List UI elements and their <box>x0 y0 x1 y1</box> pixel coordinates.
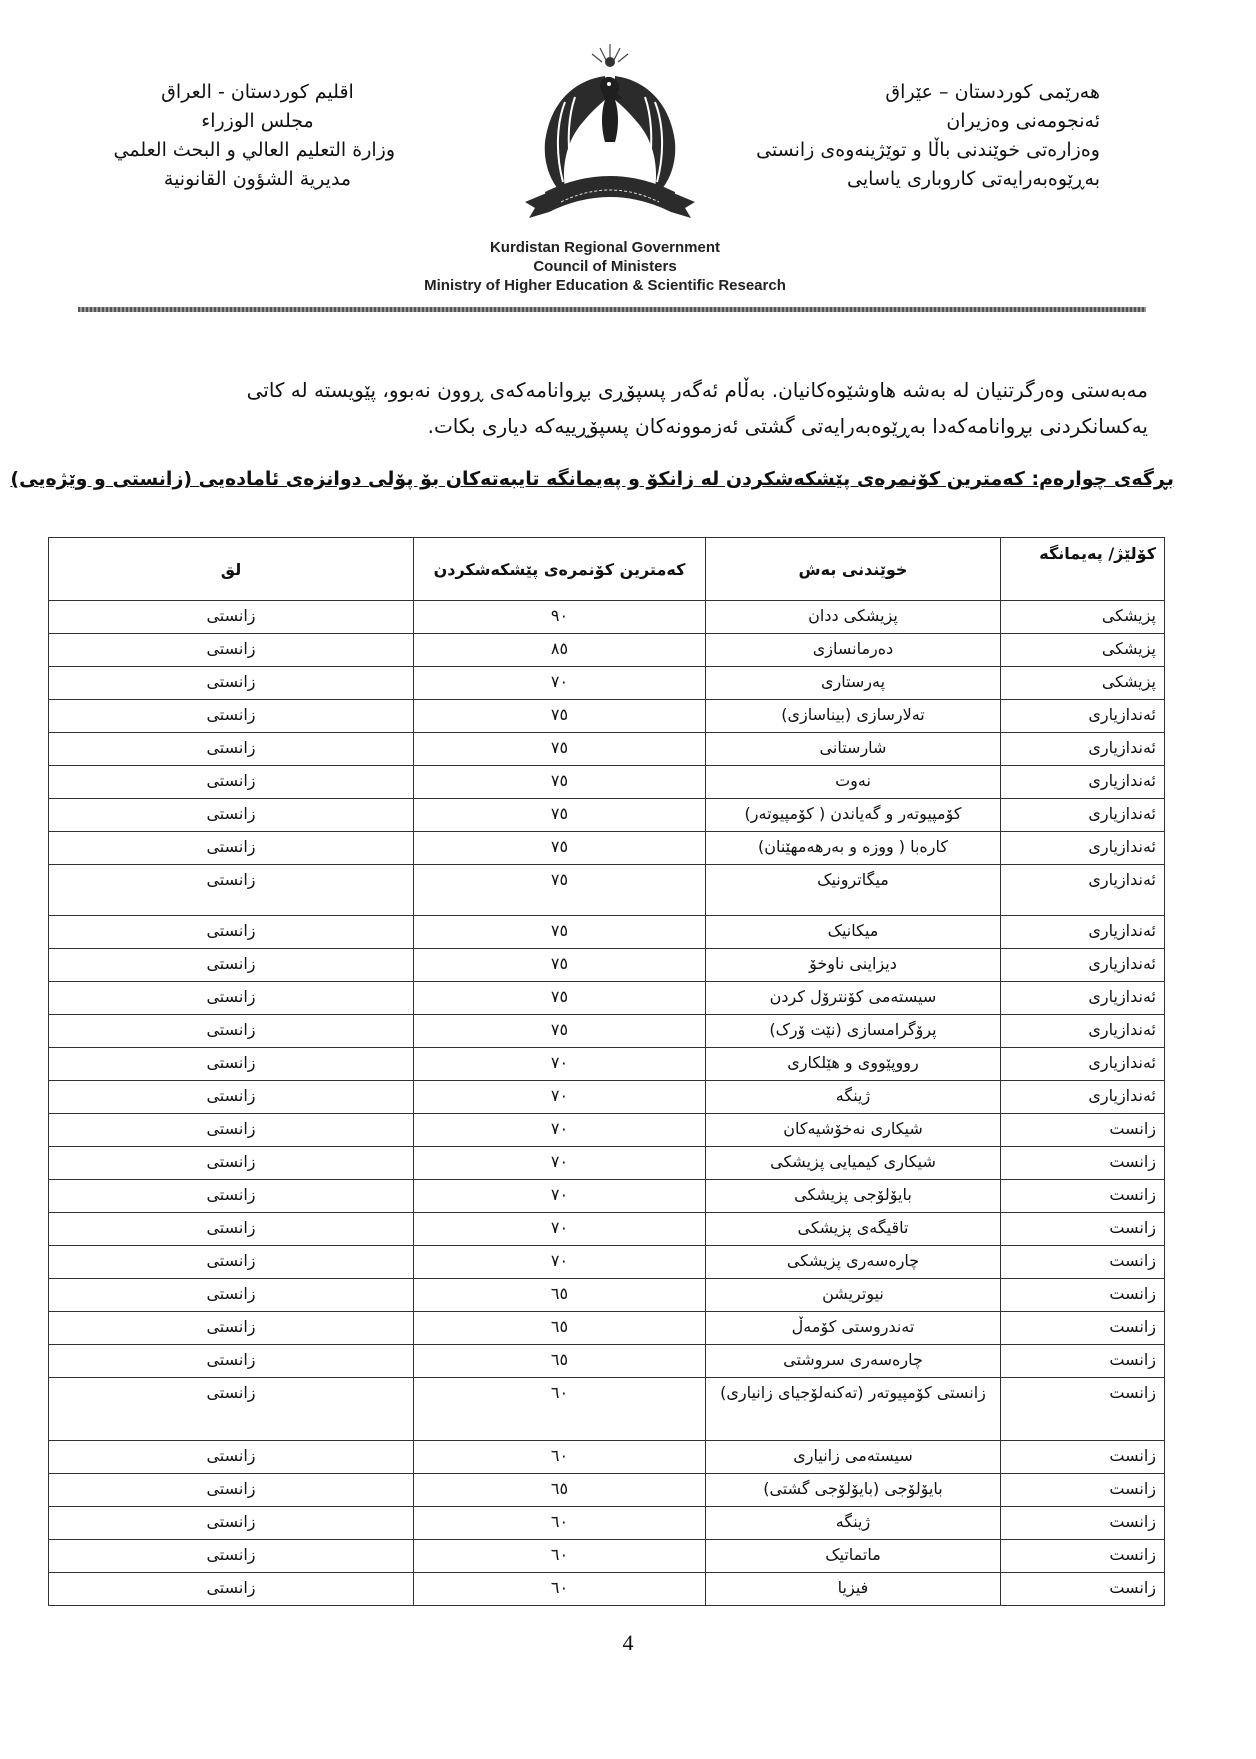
table-row <box>49 1015 1165 1048</box>
cell-college: ئەندازیاری <box>1001 1081 1165 1114</box>
cell-branch: زانستی <box>49 865 414 916</box>
cell-branch: زانستی <box>49 1540 414 1573</box>
table-row <box>49 1279 1165 1312</box>
table-row <box>49 1147 1165 1180</box>
cell-branch: زانستی <box>49 1312 414 1345</box>
cell-min-score: ٧٥ <box>414 799 706 832</box>
cell-min-score: ٦٠ <box>414 1573 706 1606</box>
cell-min-score: ٧٥ <box>414 733 706 766</box>
table-row <box>49 799 1165 832</box>
cell-department: ژینگە <box>706 1507 1001 1540</box>
header-branch: لق <box>49 538 414 601</box>
cell-college: زانست <box>1001 1180 1165 1213</box>
header-arabic <box>113 78 395 194</box>
cell-branch: زانستی <box>49 1474 414 1507</box>
cell-min-score: ٧٠ <box>414 667 706 700</box>
table-row <box>49 1180 1165 1213</box>
cell-min-score: ٦٥ <box>414 1312 706 1345</box>
paragraph-line: مەبەستی وەرگرتنیان لە بەشە هاوشێوەکانیان. بەڵام ئەگەر پسپۆڕی بڕوانامەکەی ڕوون نەبوو، پێویستە لە کاتی <box>246 378 1148 402</box>
cell-department: سیستەمی کۆنترۆل کردن <box>706 982 1001 1015</box>
cell-college: پزیشکی <box>1001 601 1165 634</box>
cell-min-score: ٧٥ <box>414 865 706 916</box>
cell-department: دیزاینی ناوخۆ <box>706 949 1001 982</box>
cell-branch: زانستی <box>49 601 414 634</box>
table-row <box>49 667 1165 700</box>
cell-branch: زانستی <box>49 1345 414 1378</box>
table-row <box>49 865 1165 916</box>
header-department: خوێندنی بەش <box>706 538 1001 601</box>
cell-branch: زانستی <box>49 1114 414 1147</box>
cell-department: شیکاری کیمیایی پزیشکی <box>706 1147 1001 1180</box>
cell-college: زانست <box>1001 1213 1165 1246</box>
cell-college: ئەندازیاری <box>1001 733 1165 766</box>
table-row <box>49 949 1165 982</box>
header-english <box>380 238 830 295</box>
cell-min-score: ٧٥ <box>414 1015 706 1048</box>
table-row <box>49 832 1165 865</box>
cell-department: میگاترونیک <box>706 865 1001 916</box>
table-row <box>49 1441 1165 1474</box>
cell-min-score: ٧٠ <box>414 1246 706 1279</box>
cell-min-score: ٧٠ <box>414 1081 706 1114</box>
header-kurdish-line: وەزارەتی خوێندنی باڵا و توێژینەوەی زانستی <box>756 139 1100 161</box>
header-kurdish-line: هەرێمی کوردستان – عێراق <box>885 81 1100 103</box>
cell-department: تاقیگەی پزیشکی <box>706 1213 1001 1246</box>
cell-college: ئەندازیاری <box>1001 799 1165 832</box>
cell-department: شارستانی <box>706 733 1001 766</box>
cell-min-score: ٧٥ <box>414 916 706 949</box>
cell-min-score: ٧٠ <box>414 1147 706 1180</box>
table-row <box>49 1213 1165 1246</box>
header-english-line: Council of Ministers <box>533 258 677 275</box>
table-row <box>49 1114 1165 1147</box>
table-row <box>49 1081 1165 1114</box>
cell-college: زانست <box>1001 1246 1165 1279</box>
cell-college: زانست <box>1001 1312 1165 1345</box>
cell-min-score: ٧٥ <box>414 982 706 1015</box>
cell-min-score: ٦٠ <box>414 1441 706 1474</box>
cell-branch: زانستی <box>49 667 414 700</box>
cell-college: ئەندازیاری <box>1001 1048 1165 1081</box>
cell-branch: زانستی <box>49 1015 414 1048</box>
table-row <box>49 733 1165 766</box>
cell-branch: زانستی <box>49 634 414 667</box>
header-arabic-line: اقليم كوردستان - العراق <box>161 81 354 103</box>
cell-department: تەندروستی کۆمەڵ <box>706 1312 1001 1345</box>
cell-department: زانستی کۆمپیوتەر (تەکنەلۆجیای زانیاری) <box>706 1378 1001 1441</box>
cell-min-score: ٧٥ <box>414 766 706 799</box>
cell-branch: زانستی <box>49 799 414 832</box>
paragraph-line: یەکسانکردنی بڕوانامەکەدا بەڕێوەبەرایەتی گشتی ئەزموونەکان پسپۆڕییەکە دیاری بکات. <box>427 414 1148 438</box>
cell-department: دەرمانسازی <box>706 634 1001 667</box>
header-kurdish-line: بەڕێوەبەرایەتی کاروباری یاسایی <box>847 168 1100 190</box>
cell-branch: زانستی <box>49 1213 414 1246</box>
cell-branch: زانستی <box>49 916 414 949</box>
cell-branch: زانستی <box>49 1573 414 1606</box>
table-body <box>49 601 1165 1606</box>
cell-branch: زانستی <box>49 1180 414 1213</box>
cell-branch: زانستی <box>49 1048 414 1081</box>
cell-department: رووپێووی و هێلکاری <box>706 1048 1001 1081</box>
cell-college: زانست <box>1001 1114 1165 1147</box>
cell-branch: زانستی <box>49 1441 414 1474</box>
cell-branch: زانستی <box>49 1147 414 1180</box>
page-number: 4 <box>622 1630 634 1655</box>
cell-department: پزیشکی ددان <box>706 601 1001 634</box>
cell-min-score: ٦٠ <box>414 1507 706 1540</box>
cell-department: نیوتریشن <box>706 1279 1001 1312</box>
government-emblem-icon <box>505 42 715 224</box>
header-min-score: کەمترین کۆنمرەی پێشکەشکردن <box>414 538 706 601</box>
table-row <box>49 1540 1165 1573</box>
cell-min-score: ٨٥ <box>414 634 706 667</box>
table-row <box>49 916 1165 949</box>
cell-college: ئەندازیاری <box>1001 766 1165 799</box>
table-row <box>49 1246 1165 1279</box>
cell-department: نەوت <box>706 766 1001 799</box>
cell-min-score: ٧٥ <box>414 832 706 865</box>
cell-college: ئەندازیاری <box>1001 700 1165 733</box>
cell-college: زانست <box>1001 1441 1165 1474</box>
header-kurdish <box>756 78 1100 194</box>
header-arabic-line: مجلس الوزراء <box>201 110 314 132</box>
cell-department: کارەبا ( ووزە و بەرهەمهێنان) <box>706 832 1001 865</box>
cell-min-score: ٦٠ <box>414 1378 706 1441</box>
table-row <box>49 1474 1165 1507</box>
cell-college: زانست <box>1001 1378 1165 1441</box>
cell-branch: زانستی <box>49 1378 414 1441</box>
cell-min-score: ٦٥ <box>414 1345 706 1378</box>
cell-min-score: ٦٥ <box>414 1279 706 1312</box>
cell-min-score: ٧٥ <box>414 949 706 982</box>
table-header-row <box>49 538 1165 601</box>
cell-college: ئەندازیاری <box>1001 865 1165 916</box>
cell-college: زانست <box>1001 1345 1165 1378</box>
table-row <box>49 982 1165 1015</box>
cell-min-score: ٩٠ <box>414 601 706 634</box>
cell-college: زانست <box>1001 1147 1165 1180</box>
cell-branch: زانستی <box>49 1279 414 1312</box>
cell-department: میکانیک <box>706 916 1001 949</box>
cell-college: زانست <box>1001 1507 1165 1540</box>
cell-branch: زانستی <box>49 1081 414 1114</box>
header-english-line: Kurdistan Regional Government <box>489 239 721 256</box>
cell-branch: زانستی <box>49 982 414 1015</box>
cell-min-score: ٧٠ <box>414 1048 706 1081</box>
cell-department: سیستەمی زانیاری <box>706 1441 1001 1474</box>
cell-branch: زانستی <box>49 700 414 733</box>
cell-branch: زانستی <box>49 1507 414 1540</box>
table-row <box>49 1345 1165 1378</box>
cell-min-score: ٧٠ <box>414 1180 706 1213</box>
cell-college: پزیشکی <box>1001 667 1165 700</box>
cell-department: ژینگە <box>706 1081 1001 1114</box>
table-row <box>49 1507 1165 1540</box>
cell-department: شیکاری نەخۆشیەکان <box>706 1114 1001 1147</box>
cell-min-score: ٧٠ <box>414 1114 706 1147</box>
cell-college: ئەندازیاری <box>1001 916 1165 949</box>
table-row <box>49 1048 1165 1081</box>
cell-department: چارەسەری سروشتی <box>706 1345 1001 1378</box>
cell-min-score: ٧٥ <box>414 700 706 733</box>
scores-table <box>48 537 1164 1606</box>
cell-min-score: ٧٠ <box>414 1213 706 1246</box>
cell-branch: زانستی <box>49 832 414 865</box>
cell-college: زانست <box>1001 1474 1165 1507</box>
cell-department: ماتماتیک <box>706 1540 1001 1573</box>
header-arabic-line: وزارة التعليم العالي و البحث العلمي <box>113 139 395 161</box>
header-college: کۆلێژ/ پەیمانگە <box>1001 538 1165 601</box>
cell-college: ئەندازیاری <box>1001 949 1165 982</box>
cell-branch: زانستی <box>49 733 414 766</box>
body-paragraph <box>138 372 1148 444</box>
header-kurdish-line: ئەنجومەنی وەزیران <box>946 110 1100 132</box>
table-row <box>49 700 1165 733</box>
cell-college: زانست <box>1001 1540 1165 1573</box>
cell-college: ئەندازیاری <box>1001 982 1165 1015</box>
table-row <box>49 1378 1165 1441</box>
cell-college: زانست <box>1001 1279 1165 1312</box>
section-heading: بڕگەی چوارەم: کەمترین کۆنمرەی پێشکەشکردن لە زانکۆ و پەیمانگە تایبەتەکان بۆ پۆلی دوانزەی ئامادەیی (زانستی و وێژەیی) <box>10 468 1174 490</box>
cell-department: فیزیا <box>706 1573 1001 1606</box>
cell-min-score: ٦٠ <box>414 1540 706 1573</box>
cell-branch: زانستی <box>49 766 414 799</box>
cell-department: کۆمپیوتەر و گەیاندن ( کۆمپیوتەر) <box>706 799 1001 832</box>
header-arabic-line: مديرية الشؤون القانونية <box>163 168 352 190</box>
cell-college: ئەندازیاری <box>1001 832 1165 865</box>
cell-department: بایۆلۆجی (بایۆلۆجی گشتی) <box>706 1474 1001 1507</box>
cell-department: چارەسەری پزیشکی <box>706 1246 1001 1279</box>
table-row <box>49 601 1165 634</box>
cell-college: زانست <box>1001 1573 1165 1606</box>
cell-branch: زانستی <box>49 949 414 982</box>
cell-department: بایۆلۆجی پزیشکی <box>706 1180 1001 1213</box>
cell-min-score: ٦٥ <box>414 1474 706 1507</box>
cell-college: پزیشکی <box>1001 634 1165 667</box>
cell-department: پرۆگرامسازی (نێت ۆرک) <box>706 1015 1001 1048</box>
cell-department: پەرستاری <box>706 667 1001 700</box>
table-row <box>49 1312 1165 1345</box>
table-row <box>49 766 1165 799</box>
cell-department: تەلارسازی (بیناسازی) <box>706 700 1001 733</box>
header-divider <box>78 307 1146 312</box>
cell-branch: زانستی <box>49 1246 414 1279</box>
table-row <box>49 634 1165 667</box>
cell-college: ئەندازیاری <box>1001 1015 1165 1048</box>
header-english-line: Ministry of Higher Education & Scientific Research <box>424 277 786 294</box>
table-row <box>49 1573 1165 1606</box>
